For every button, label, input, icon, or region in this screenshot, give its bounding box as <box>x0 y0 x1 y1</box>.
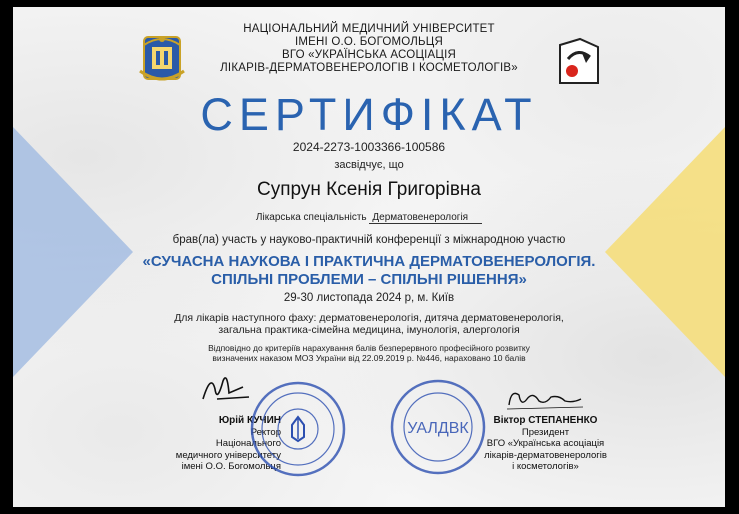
left-signatory-line-3: медичного університету <box>175 449 281 461</box>
specialty-value: Дерматовенерологія <box>369 212 482 224</box>
conference-title-line-1: «СУЧАСНА НАУКОВА І ПРАКТИЧНА ДЕРМАТОВЕНЕРОЛОГІЯ. <box>142 253 596 270</box>
right-signatory-line-1: Президент <box>521 426 570 438</box>
right-signatory-line-2: ВГО «Українська асоціація <box>486 438 605 449</box>
left-signatory-line-1: Ректор <box>250 426 281 438</box>
credits-statement-line-1: Відповідно до критеріїв нарахування балів безперервного професійного розвитку <box>208 343 530 353</box>
organization-line-4: ЛІКАРІВ-ДЕРМАТОВЕНЕРОЛОГІВ І КОСМЕТОЛОГІВ» <box>220 62 518 74</box>
rector-signature <box>193 369 253 409</box>
conference-date: 29-30 листопада 2024 р, м. Київ <box>283 292 455 304</box>
organization-line-2: ІМЕНІ О.О. БОГОМОЛЬЦЯ <box>294 36 443 48</box>
certificate-title: СЕРТИФІКАТ <box>200 89 538 140</box>
organization-line-1: НАЦІОНАЛЬНИЙ МЕДИЧНИЙ УНІВЕРСИТЕТ <box>243 23 495 35</box>
certificate <box>13 7 725 507</box>
credits-statement-line-2: визначених наказом МОЗ України від 22.09.2019 р. №446, нараховано 10 балів <box>212 353 526 363</box>
organization-header <box>163 23 575 75</box>
stamp-label: УАЛДВК <box>407 420 469 437</box>
target-specialties <box>13 312 725 336</box>
university-stamp-icon <box>248 379 348 479</box>
right-signatory <box>483 415 608 473</box>
association-stamp-icon <box>388 377 488 477</box>
right-signatory-name: Віктор СТЕПАНЕНКО <box>493 415 598 426</box>
target-specialties-line-2: загальна практика-сімейна медицина, імунологія, алергологія <box>218 324 520 336</box>
certifies-text: засвідчує, що <box>334 159 404 171</box>
left-signatory-name: Юрій КУЧИН <box>218 415 281 426</box>
participation-text: брав(ла) участь у науково-практичній конференції з міжнародною участю <box>172 234 566 246</box>
right-signatory-line-3: лікарів-дерматовенерологів <box>484 449 607 461</box>
organization-line-3: ВГО «УКРАЇНСЬКА АСОЦІАЦІЯ <box>281 49 457 61</box>
specialty-row <box>13 212 725 224</box>
conference-title-line-2: СПІЛЬНІ ПРОБЛЕМИ – СПІЛЬНІ РІШЕННЯ» <box>211 271 527 288</box>
left-signatory-line-2: Національного <box>215 438 281 449</box>
credits-statement <box>13 343 725 363</box>
right-signatory-line-4: і косметологів» <box>512 461 579 472</box>
recipient-name: Супрун Ксенія Григорівна <box>257 179 481 200</box>
conference-title <box>13 253 725 289</box>
left-signatory-line-4: імені О.О. Богомольця <box>181 461 281 472</box>
specialty-label: Лікарська спеціальність <box>255 212 367 223</box>
target-specialties-line-1: Для лікарів наступного фаху: дерматовенерологія, дитяча дерматовенерологія, <box>174 312 564 324</box>
president-signature <box>501 385 586 413</box>
certificate-number: 2024-2273-1003366-100586 <box>292 140 446 154</box>
